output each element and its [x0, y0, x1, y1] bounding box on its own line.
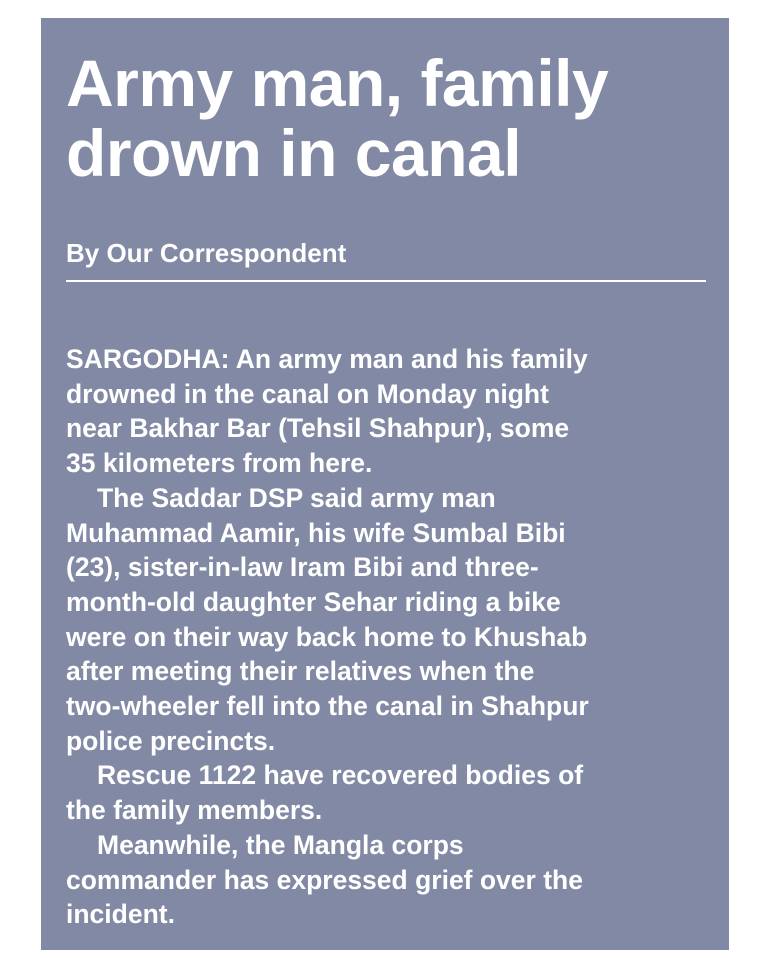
- news-clipping: [41, 18, 729, 950]
- byline-divider: [66, 280, 706, 282]
- text-line: drowned in the canal on Monday night: [66, 378, 549, 409]
- paragraph: [66, 828, 716, 932]
- text-line: commander has expressed grief over the: [66, 864, 583, 895]
- headline: [66, 48, 716, 188]
- text-line: two-wheeler fell into the canal in Shahpur: [66, 691, 589, 722]
- text-line: the family members.: [66, 795, 323, 826]
- text-line: after meeting their relatives when the: [66, 656, 535, 687]
- text-line: Rescue 1122 have recovered bodies of: [97, 760, 584, 791]
- headline-line: drown in canal: [66, 116, 522, 190]
- text-line: police precincts.: [66, 725, 276, 756]
- text-line: (23), sister-in-law Iram Bibi and three-: [66, 552, 539, 583]
- text-line: Muhammad Aamir, his wife Sumbal Bibi: [66, 517, 566, 548]
- text-line: were on their way back home to Khushab: [66, 621, 588, 652]
- byline: By Our Correspondent: [66, 238, 347, 268]
- paragraph: [66, 758, 716, 827]
- text-line: month-old daughter Sehar riding a bike: [66, 586, 561, 617]
- paragraph: [66, 342, 716, 481]
- text-line: 35 kilometers from here.: [66, 448, 373, 479]
- text-line: The Saddar DSP said army man: [97, 482, 496, 513]
- text-line: incident.: [66, 899, 175, 930]
- paragraph: [66, 481, 716, 759]
- text-line: SARGODHA: An army man and his family: [66, 344, 588, 374]
- text-line: Meanwhile, the Mangla corps: [97, 829, 464, 860]
- headline-line: Army man, family: [66, 46, 609, 120]
- article-body: [66, 342, 716, 932]
- text-line: near Bakhar Bar (Tehsil Shahpur), some: [66, 413, 570, 444]
